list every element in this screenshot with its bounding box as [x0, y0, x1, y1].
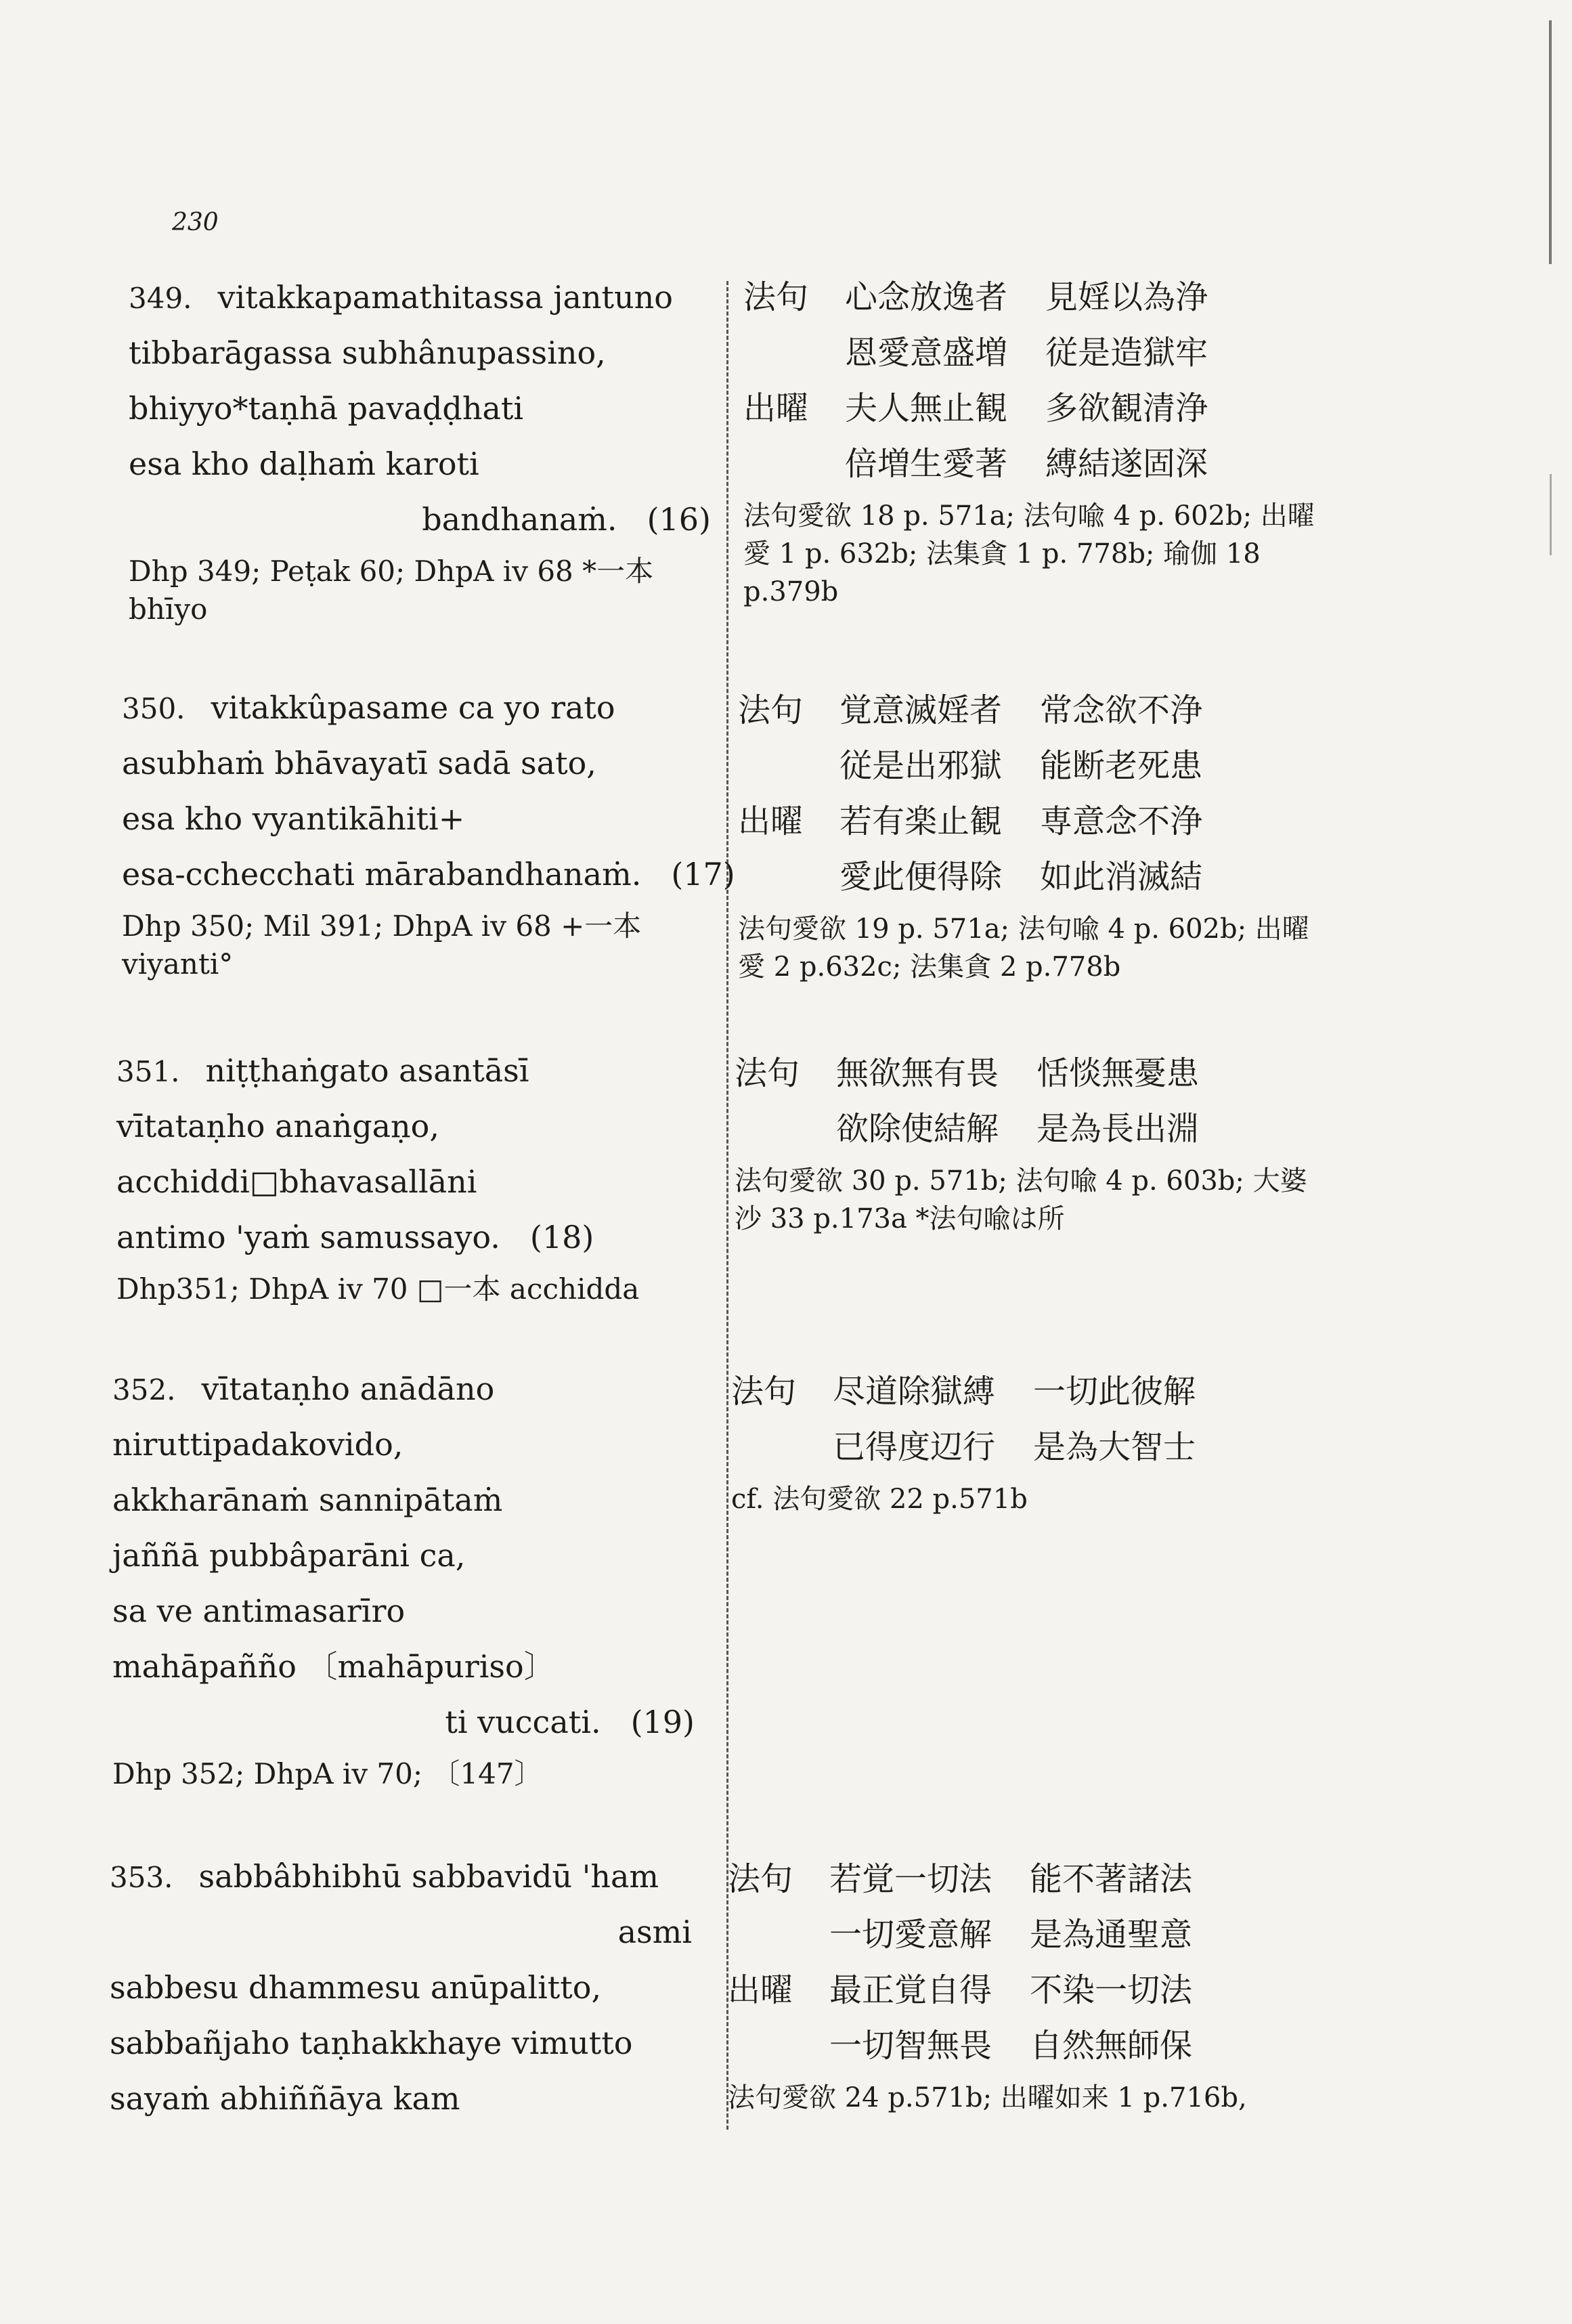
chinese-line: 倍増生愛著 縛結遂固深: [845, 445, 1208, 483]
verse-line: mahāpañño 〔mahāpuriso〕: [112, 1648, 555, 1685]
verse-number: 351.: [116, 1055, 180, 1088]
pali-verse-350: [122, 680, 735, 983]
verse-line: asmi: [617, 1914, 692, 1950]
verse-index: (16): [647, 501, 711, 538]
pali-verse-352: [112, 1361, 695, 1793]
verse-line: esa-cchecchati mārabandhanaṁ. (17): [122, 846, 704, 902]
chinese-references: cf. 法句愛欲 22 p.571b: [731, 1484, 1028, 1515]
chinese-line: 法句 覚意滅婬者 常念欲不浄: [738, 691, 1203, 729]
chinese-line: 従是出邪獄 能断老死患: [839, 747, 1203, 785]
pali-references: Dhp 352; DhpA iv 70; 〔147〕: [112, 1757, 543, 1790]
verse-index: (19): [630, 1704, 695, 1740]
verse-index: (18): [529, 1219, 594, 1255]
scan-edge-mark: [1549, 20, 1552, 264]
chinese-line: 出曜 最正覚自得 不染一切法: [728, 1971, 1193, 2009]
pali-references: Dhp 350; Mil 391; DhpA iv 68 +一本 viyanti°: [122, 909, 642, 981]
verse-index: (17): [671, 856, 735, 892]
verse-line: 350. vitakkûpasame ca yo rato: [122, 680, 704, 735]
verse-line: jaññā pubbâparāni ca,: [112, 1537, 466, 1574]
verse-line: 353. sabbâbhibhū sabbavidū 'ham: [110, 1849, 692, 1904]
chinese-parallels-351: [735, 1046, 1317, 1238]
verse-line: akkharānaṁ sannipātaṁ: [112, 1482, 503, 1518]
verse-line: acchiddi□bhavasallāni: [116, 1163, 477, 1200]
verse-line: esa kho vyantikāhiti+: [122, 800, 465, 837]
verse-line: bhiyyo*taṇhā pavaḍḍhati: [129, 390, 524, 427]
verse-line: 349. vitakkapamathitassa jantuno: [129, 270, 711, 325]
chinese-line: 法句 若覚一切法 能不著諸法: [728, 1860, 1193, 1898]
chinese-line: 已得度辺行 是為大智士: [833, 1428, 1196, 1466]
chinese-parallels-350: [738, 683, 1320, 986]
scan-edge-mark: [1550, 474, 1552, 555]
chinese-line: 法句 尽道除獄縛 一切此彼解: [731, 1373, 1196, 1411]
verse-number: 350.: [122, 692, 185, 725]
pali-verse-351: [116, 1043, 699, 1308]
chinese-references: 法句愛欲 19 p. 571a; 法句喩 4 p. 602b; 出曜愛 2 p.632c; 法集貪 2 p.778b: [738, 913, 1309, 983]
chinese-line: 恩愛意盛増 従是造獄牢: [845, 334, 1208, 372]
verse-line: 352. vītataṇho anādāno: [112, 1361, 695, 1417]
verse-line: esa kho daḷhaṁ karoti: [129, 446, 479, 482]
chinese-line: 出曜 夫人無止観 多欲観清浄: [743, 389, 1208, 427]
chinese-line: 出曜 若有楽止観 専意念不浄: [738, 802, 1203, 840]
verse-line: vītataṇho anaṅgaṇo,: [116, 1108, 440, 1144]
verse-line: ti vuccati. (19): [112, 1694, 695, 1750]
chinese-line: 一切智無畏 自然無師保: [829, 2027, 1193, 2065]
pali-verse-353: [110, 1849, 692, 2126]
verse-line: sa ve antimasarīro: [112, 1593, 406, 1629]
verse-line: antimo 'yaṁ samussayo. (18): [116, 1209, 699, 1265]
pali-references: Dhp351; DhpA iv 70 □一本 acchidda: [116, 1272, 640, 1306]
verse-number: 352.: [112, 1373, 176, 1406]
pali-verse-349: [129, 270, 711, 628]
chinese-line: 一切愛意解 是為通聖意: [829, 1916, 1193, 1954]
chinese-references: 法句愛欲 18 p. 571a; 法句喩 4 p. 602b; 出曜愛 1 p. 632b; 法集貪 1 p. 778b; 瑜伽 18 p.379b: [743, 500, 1315, 607]
chinese-line: 愛此便得除 如此消滅結: [839, 858, 1203, 896]
verse-line: tibbarāgassa subhânupassino,: [129, 335, 606, 371]
verse-number: 353.: [110, 1861, 173, 1894]
chinese-references: 法句愛欲 24 p.571b; 出曜如来 1 p.716b,: [728, 2082, 1247, 2113]
chinese-parallels-352: [731, 1364, 1313, 1518]
verse-line: sabbañjaho taṇhakkhaye vimutto: [110, 2025, 633, 2061]
verse-line: sayaṁ abhiññāya kam: [110, 2080, 460, 2117]
pali-references: Dhp 349; Peṭak 60; DhpA iv 68 *一本 bhīyo: [129, 555, 654, 626]
chinese-line: 欲除使結解 是為長出淵: [836, 1110, 1200, 1148]
chinese-parallels-353: [728, 1851, 1310, 2117]
verse-line: niruttipadakovido,: [112, 1426, 403, 1463]
chinese-parallels-349: [743, 270, 1326, 611]
verse-line: sabbesu dhammesu anūpalitto,: [110, 1969, 602, 2006]
verse-line: bandhanaṁ. (16): [129, 492, 711, 547]
chinese-references: 法句愛欲 30 p. 571b; 法句喩 4 p. 603b; 大婆沙 33 p.173a *法句喩は所: [735, 1165, 1307, 1234]
page-number: 230: [172, 209, 219, 236]
chinese-line: 法句 心念放逸者 見婬以為浄: [743, 278, 1208, 316]
verse-line: 351. niṭṭhaṅgato asantāsī: [116, 1043, 699, 1098]
verse-number: 349.: [129, 282, 192, 315]
verse-line: asubhaṁ bhāvayatī sadā sato,: [122, 745, 596, 781]
chinese-line: 法句 無欲無有畏 恬惔無憂患: [735, 1054, 1200, 1092]
